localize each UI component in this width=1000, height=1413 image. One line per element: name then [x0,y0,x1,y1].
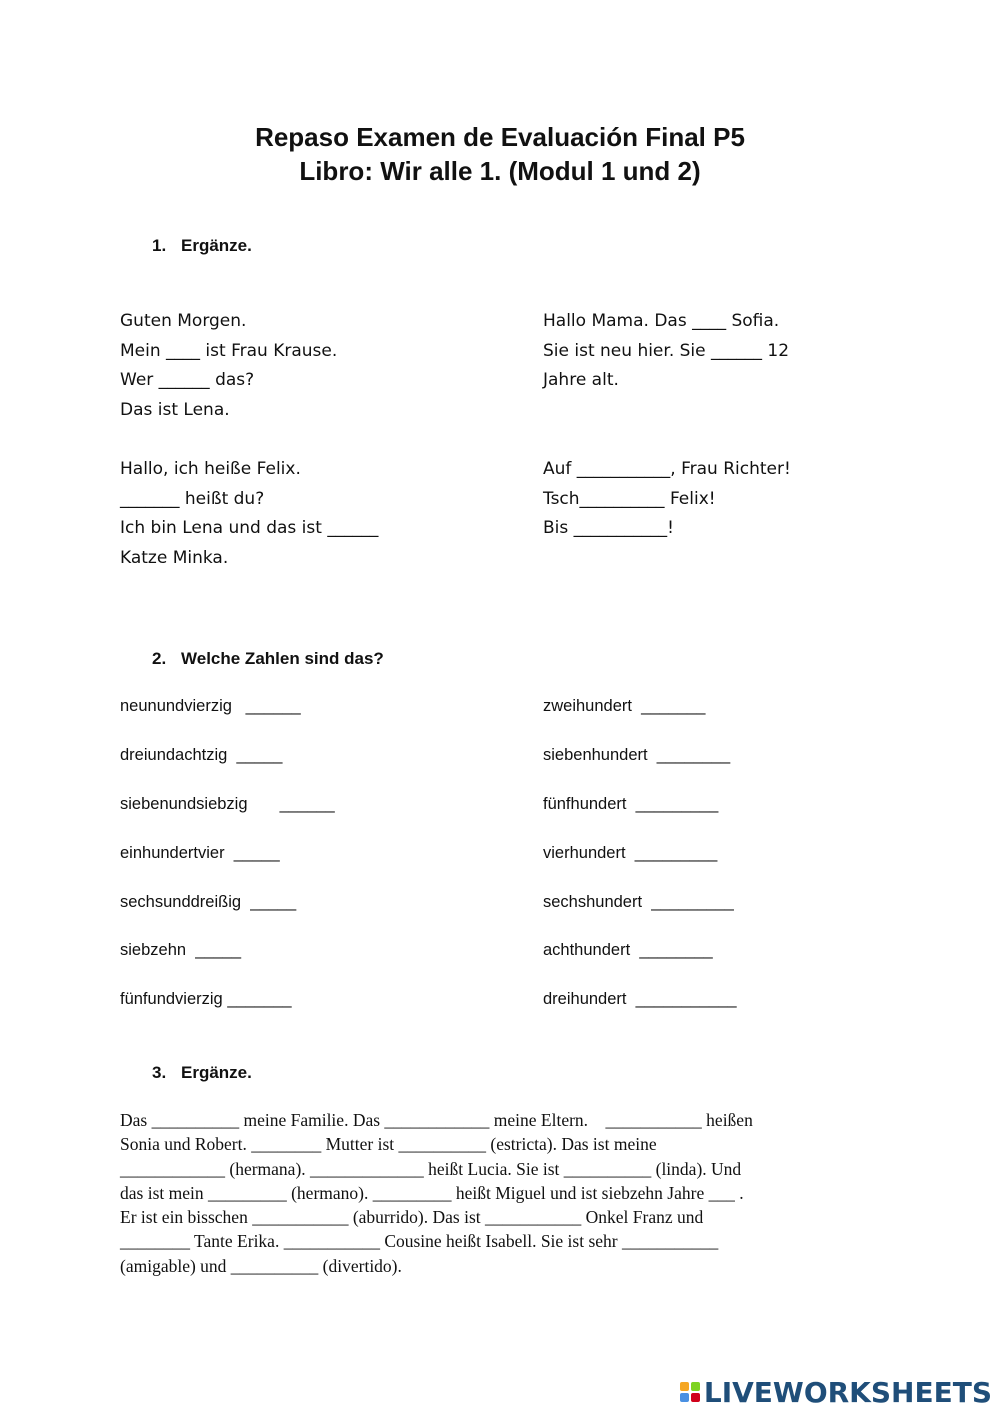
dialogue-line: Das ist Lena. [120,400,230,420]
dialogue-line: _______ heißt du? [120,489,265,509]
section-1-number: 1. [152,236,167,255]
number-word-item: zweihundert _______ [543,697,706,715]
dialogue-line: Hallo, ich heiße Felix. [120,459,301,479]
cloze-paragraph [120,1108,900,1278]
dialogue-line: Ich bin Lena und das ist ______ [120,518,379,538]
paragraph-line: Das __________ meine Familie. Das ____________ meine Eltern. ___________ heißen [120,1110,753,1130]
title-line-1: Repaso Examen de Evaluación Final P5 [255,122,745,152]
dialogue-line: Katze Minka. [120,548,229,568]
dialogue-line: Guten Morgen. [120,311,247,331]
logo-text: LIVEWORKSHEETS [703,1375,992,1409]
dialogue-line: Jahre alt. [543,370,619,390]
number-word-item: einhundertvier _____ [120,844,280,862]
section-2-title: Welche Zahlen sind das? [181,649,384,668]
title-line-2: Libro: Wir alle 1. (Modul 1 und 2) [299,156,701,186]
section-3-heading [152,1063,252,1083]
number-word-item: sechshundert _________ [543,893,734,911]
number-word-item: dreihundert ___________ [543,990,737,1008]
number-word-item: sechsunddreißig _____ [120,893,297,911]
number-word-item: siebzehn _____ [120,941,242,959]
dialogue-line: Auf ___________, Frau Richter! [543,459,791,479]
paragraph-line: (amigable) und __________ (divertido). [120,1255,402,1276]
dialogue-line: Mein ____ ist Frau Krause. [120,341,338,361]
number-word-item: fünfundvierzig _______ [120,990,292,1008]
section-1-heading [152,236,252,256]
dialogue-line: Tsch__________ Felix! [543,489,716,509]
paragraph-line: Er ist ein bisschen ___________ (aburrido). Das ist ___________ Onkel Franz und [120,1207,704,1228]
number-word-item: fünfhundert _________ [543,795,719,813]
number-word-item: dreiundachtzig _____ [120,746,283,764]
number-word-item: siebenundsiebzig ______ [120,795,335,813]
logo-mark-icon [680,1382,700,1402]
paragraph-line: ____________ (hermana). _____________ heißt Lucia. Sie ist __________ (linda). Und [120,1158,742,1179]
paragraph-line: Sonia und Robert. ________ Mutter ist __________ (estricta). Das ist meine [120,1134,657,1155]
section-2-number: 2. [152,649,167,668]
liveworksheets-logo [680,1377,992,1407]
dialogue-line: Wer ______ das? [120,370,255,390]
number-word-item: siebenhundert ________ [543,746,731,764]
number-word-item: achthundert ________ [543,941,713,959]
section-3-title: Ergänze. [181,1063,252,1082]
section-2-heading [152,649,384,669]
paragraph-line: das ist mein _________ (hermano). _________ heißt Miguel und ist siebzehn Jahre ___ . [120,1182,744,1203]
number-word-item: neunundvierzig ______ [120,697,301,715]
worksheet-title [0,120,1000,188]
number-word-item: vierhundert _________ [543,844,718,862]
dialogue-line: Sie ist neu hier. Sie ______ 12 [543,341,790,361]
section-1-title: Ergänze. [181,236,252,255]
dialogue-line: Hallo Mama. Das ____ Sofia. [543,311,780,331]
section-3-number: 3. [152,1063,167,1082]
paragraph-line: ________ Tante Erika. ___________ Cousine heißt Isabell. Sie ist sehr ___________ [120,1231,719,1252]
dialogue-line: Bis ___________! [543,518,674,538]
